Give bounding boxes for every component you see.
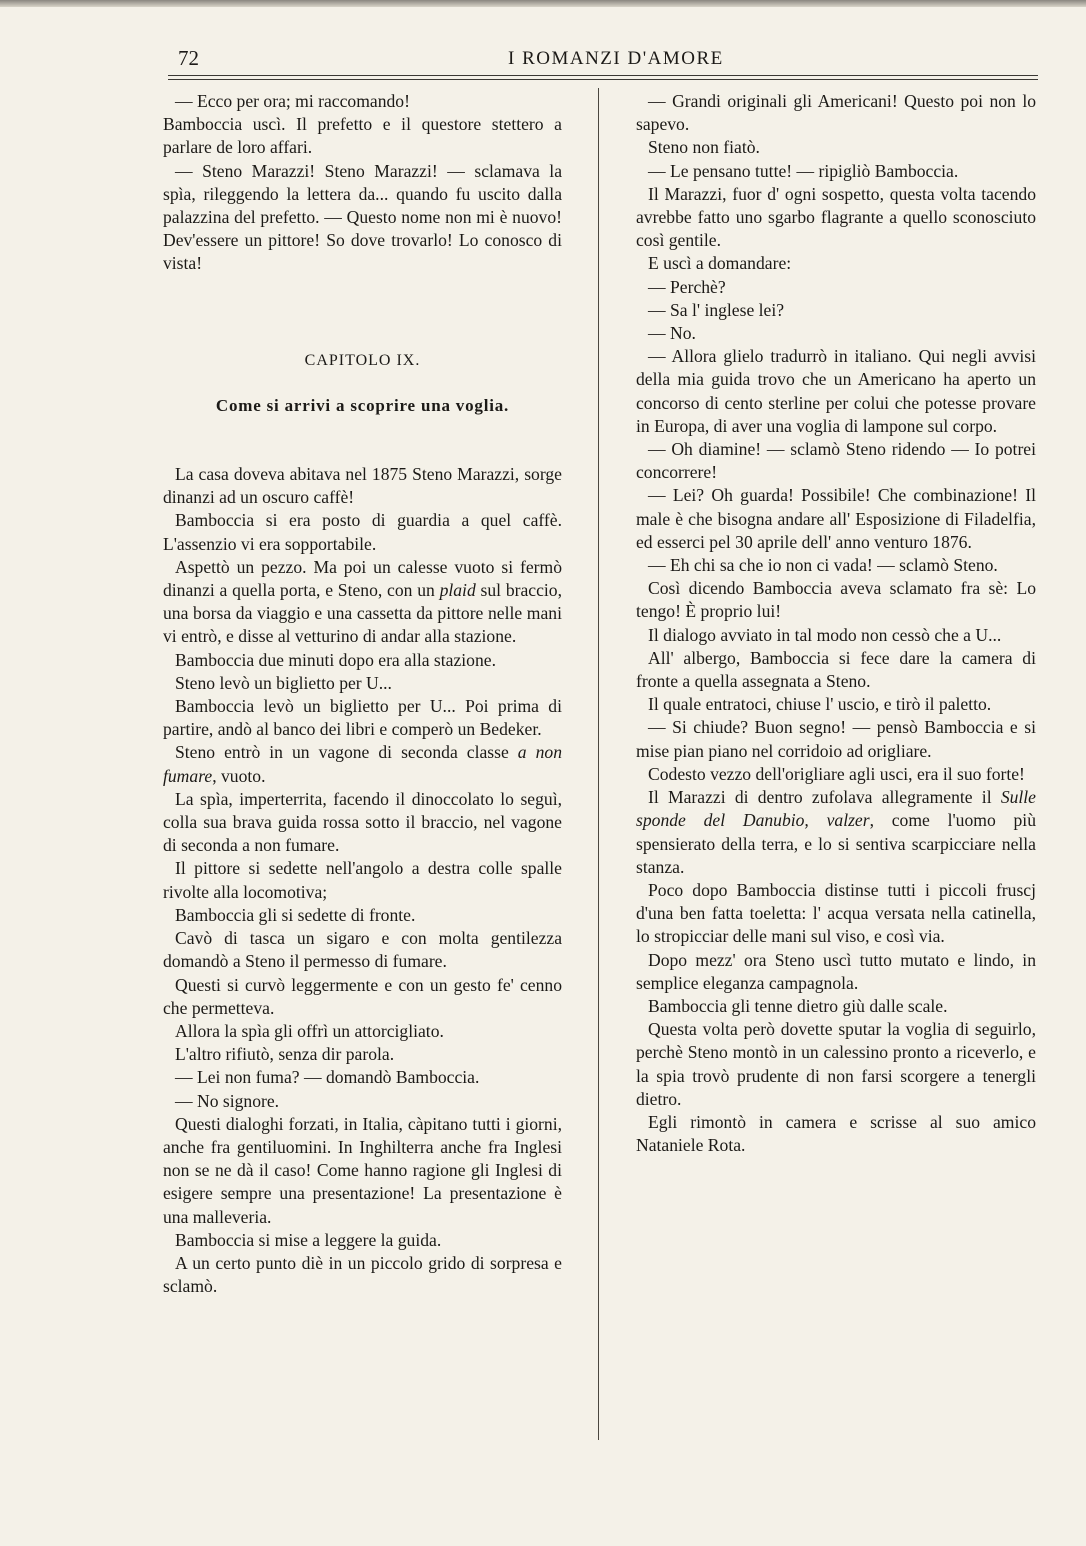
- paragraph: La casa doveva abitava nel 1875 Steno Marazzi, sorge dinanzi ad un oscuro caffè!: [163, 464, 562, 508]
- running-title: I ROMANZI D'AMORE: [508, 48, 724, 69]
- paragraph: — Grandi originali gli Americani! Questo poi non lo sapevo.: [636, 91, 1036, 135]
- paragraph: Questa volta però dovette sputar la voglia di seguirlo, perchè Steno montò in un calessino pronto a riceverlo, e la spia trovò prudente di non farsi scorgere a tenergli dietro.: [636, 1019, 1036, 1109]
- text-run: , vuoto.: [212, 765, 266, 786]
- header-rule: [168, 75, 1038, 76]
- paragraph: Allora la spìa gli offrì un attorcigliato.: [175, 1020, 444, 1041]
- paragraph: — Allora glielo tradurrò in italiano. Qui negli avvisi della mia guida trovo che un Americano ha aperto un concorso di cento sterline per colui che potesse provare in Europa, di aver una voglia di lampone sul corpo.: [636, 346, 1036, 436]
- paragraph: All' albergo, Bamboccia si fece dare la camera di fronte a quella assegnata a Steno.: [636, 647, 1036, 692]
- paragraph: — Ecco per ora; mi raccomando!: [175, 91, 410, 111]
- text-run: , come l'uomo più spensierato della terra, e lo si sentiva scarpicciare nella stanza.: [636, 810, 1036, 877]
- text-run: Il Marazzi di dentro zufolava allegramente il: [648, 787, 1001, 808]
- paragraph: Codesto vezzo dell'origliare agli usci, era il suo forte!: [648, 763, 1025, 784]
- paragraph: — Lei non fuma? — domandò Bamboccia.: [175, 1067, 480, 1088]
- paragraph: — Steno Marazzi! Steno Marazzi! — sclamava la spìa, rileggendo la lettera da... quando fu uscito dalla palazzina del prefetto. — Questo nome non mi è nuovo! Dev'essere un pittore! So dove trovarlo! Lo conosco di vista!: [163, 160, 562, 274]
- text-run: sul braccio, una borsa da viaggio e una cassetta da pittore nelle mani vi entrò, e disse al vetturino di andar alla stazione.: [163, 580, 562, 647]
- paragraph: Egli rimontò in camera e scrisse al suo amico Nataniele Rota.: [636, 1111, 1036, 1156]
- paragraph: — Perchè?: [648, 276, 726, 297]
- paragraph: Bamboccia gli tenne dietro giù dalle scale.: [648, 995, 948, 1016]
- paragraph: La spìa, imperterrita, facendo il dinoccolato lo seguì, colla sua brava guida rossa sotto il braccio, nel vagone di seconda a non fumare.: [163, 788, 562, 856]
- paragraph: Bamboccia gli si sedette di fronte.: [175, 904, 416, 925]
- paragraph: Dopo mezz' ora Steno uscì tutto mutato e lindo, in semplice eleganza campagnola.: [636, 949, 1036, 993]
- paragraph: Bamboccia levò un biglietto per U... Poi prima di partire, andò al banco dei libri e comperò un Bedeker.: [163, 696, 562, 740]
- paragraph: Il dialogo avviato in tal modo non cessò che a U...: [648, 624, 1002, 645]
- text-run: Aspettò un pezzo. Ma poi un calesse vuoto si fermò dinanzi a quella porta, e Steno, con un: [163, 556, 562, 601]
- paragraph: — Eh chi sa che io non ci vada! — sclamò Steno.: [648, 555, 998, 576]
- paragraph: [636, 786, 1036, 879]
- scan-edge: [0, 0, 1086, 7]
- paragraph: E uscì a domandare:: [648, 253, 792, 274]
- paragraph: Il quale entratoci, chiuse l' uscio, e tirò il paletto.: [648, 694, 992, 715]
- paragraph: — Lei? Oh guarda! Possibile! Che combinazione! Il male è che bisogna andare all' Esposizione di Filadelfia, ed esserci pel 30 aprile dell' anno venturo 1876.: [636, 485, 1036, 552]
- paragraph: Questi si curvò leggermente e con un gesto fe' cenno che permetteva.: [163, 974, 562, 1018]
- paragraph: [163, 741, 562, 787]
- page-number: 72: [178, 46, 199, 70]
- paragraph: — Le pensano tutte! — ripigliò Bamboccia.: [648, 160, 959, 181]
- paragraph: A un certo punto diè in un piccolo grido di sorpresa e sclamò.: [163, 1252, 562, 1297]
- italic-run: plaid: [439, 580, 476, 601]
- right-column: [636, 90, 1036, 1157]
- column-divider: [598, 88, 599, 1440]
- italic-run: a non fumare: [163, 742, 562, 786]
- paragraph: — No signore.: [175, 1090, 280, 1111]
- paragraph: [163, 556, 562, 649]
- paragraph: Bamboccia si era posto di guardia a quel caffè. L'assenzio vi era sopportabile.: [163, 510, 562, 554]
- paragraph: Il pittore si sedette nell'angolo a destra colle spalle rivolte alla locomotiva;: [163, 858, 562, 902]
- paragraph: Poco dopo Bamboccia distinse tutti i piccoli fruscj d'una ben fatta toeletta: l' acqua versata nella catinella, lo stropicciar delle mani sul viso, e così via.: [636, 879, 1036, 947]
- chapter-subtitle: Come si arrivi a scoprire una voglia.: [215, 395, 510, 415]
- paragraph: Bamboccia si mise a leggere la guida.: [175, 1229, 442, 1250]
- paragraph: Il Marazzi, fuor d' ogni sospetto, questa volta tacendo avrebbe fatto uno sgarbo flagrante a quello sconosciuto così gentile.: [636, 183, 1036, 251]
- paragraph: Cavò di tasca un sigaro e con molta gentilezza domandò a Steno il permesso di fumare.: [163, 928, 562, 972]
- paragraph: Questi dialoghi forzati, in Italia, càpitano tutti i giorni, anche fra gentiluomini. In Inghilterra anche fra Inglesi non se ne dà il caso! Come hanno ragione gli Inglesi di esigere sempre una presentazione! La presentazione è una malleveria.: [163, 1113, 562, 1227]
- header-rule-thin: [168, 79, 1038, 80]
- chapter-heading: CAPITOLO IX.: [304, 351, 421, 369]
- paragraph: — Si chiude? Buon segno! — pensò Bamboccia e si mise pian piano nel corridoio ad origliare.: [636, 717, 1036, 761]
- text-run: Steno entrò in un vagone di seconda classe: [175, 742, 518, 763]
- left-column: [163, 90, 562, 1298]
- paragraph: Steno levò un biglietto per U...: [175, 672, 392, 693]
- paragraph: Bamboccia due minuti dopo era alla stazione.: [175, 649, 496, 670]
- paragraph: — No.: [648, 323, 696, 344]
- page-header: [168, 46, 1038, 72]
- paragraph: Bamboccia uscì. Il prefetto e il questore stettero a parlare de loro affari.: [163, 114, 562, 158]
- paragraph: Steno non fiatò.: [648, 137, 760, 158]
- paragraph: Così dicendo Bamboccia aveva sclamato fra sè: Lo tengo! È proprio lui!: [636, 578, 1036, 622]
- paragraph: — Oh diamine! — sclamò Steno ridendo — Io potrei concorrere!: [636, 439, 1036, 483]
- italic-run: Sulle sponde del Danubio, valzer: [636, 787, 1036, 831]
- paragraph: L'altro rifiutò, senza dir parola.: [175, 1044, 395, 1065]
- paragraph: — Sa l' inglese lei?: [648, 299, 785, 320]
